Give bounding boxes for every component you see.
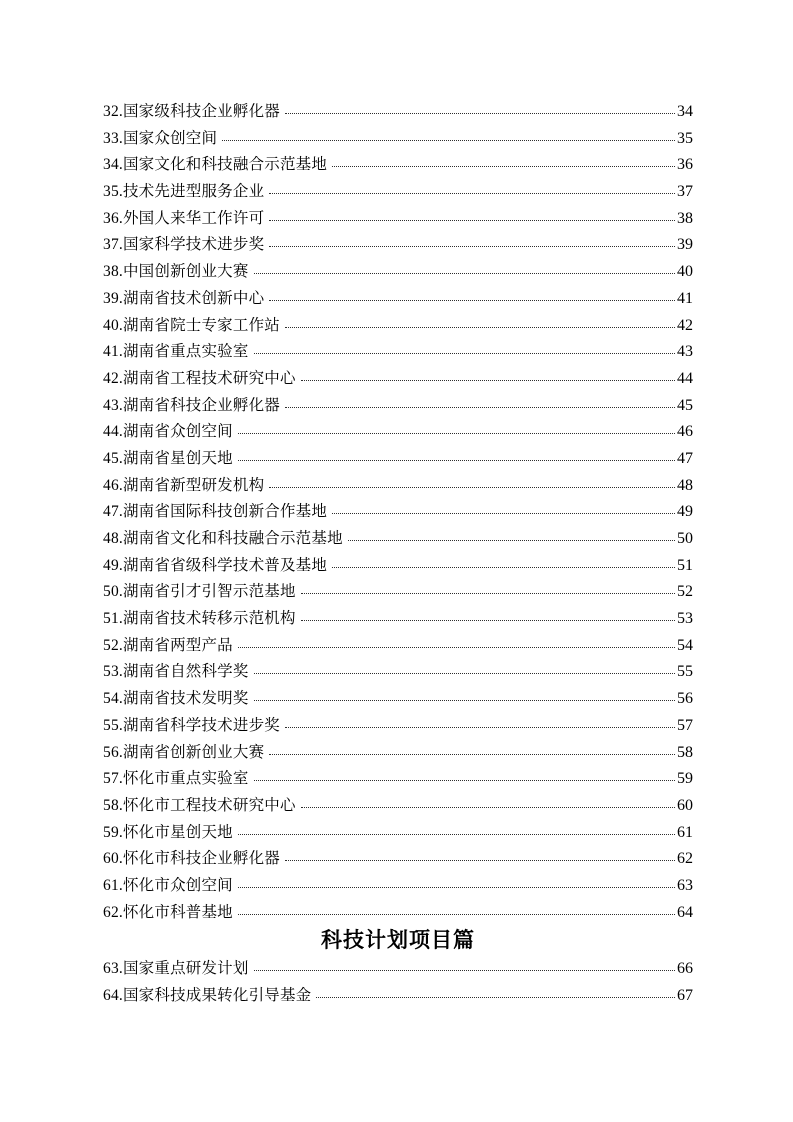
toc-entry-page: 59 (677, 770, 693, 788)
toc-entry (103, 793, 693, 820)
toc-entry-page: 52 (677, 583, 693, 601)
toc-entry-label: 34.国家文化和科技融合示范基地 (103, 156, 328, 174)
toc-entry-label: 58.怀化市工程技术研究中心 (103, 796, 296, 814)
dot-leader (301, 620, 675, 621)
toc-entry (103, 366, 693, 393)
toc-entry-page: 40 (677, 263, 693, 281)
dot-leader (285, 407, 675, 408)
toc-entry (103, 579, 693, 606)
toc-entry-page: 35 (677, 129, 693, 147)
dot-leader (238, 433, 675, 434)
dot-leader (348, 540, 675, 541)
toc-entry-label: 61.怀化市众创空间 (103, 876, 233, 894)
dot-leader (301, 380, 675, 381)
toc-entry-label: 41.湖南省重点实验室 (103, 343, 249, 361)
toc-entry-page: 49 (677, 503, 693, 521)
toc-entry-label: 53.湖南省自然科学奖 (103, 663, 249, 681)
toc-entry (103, 232, 693, 259)
toc-entry-label: 48.湖南省文化和科技融合示范基地 (103, 530, 343, 547)
toc-entry-page: 54 (677, 636, 693, 654)
toc-entry-label: 46.湖南省新型研发机构 (103, 476, 265, 494)
toc-entry-label: 64.国家科技成果转化引导基金 (103, 987, 312, 1004)
dot-leader (269, 754, 675, 755)
toc-entry-label: 32.国家级科技企业孵化器 (103, 103, 280, 120)
dot-leader (254, 780, 675, 781)
toc-entry (103, 206, 693, 233)
toc-entry-label: 62.怀化市科普基地 (103, 903, 233, 921)
toc-entry (103, 286, 693, 313)
toc-entry (103, 473, 693, 500)
dot-leader (254, 353, 675, 354)
toc-entry (103, 820, 693, 847)
toc-entry-page: 61 (677, 823, 693, 841)
toc-entry-page: 45 (677, 396, 693, 414)
toc-entry (103, 339, 693, 366)
toc-entry (103, 553, 693, 580)
dot-leader (238, 647, 675, 648)
toc-entry-page: 66 (677, 960, 693, 978)
toc-entry (103, 956, 693, 983)
toc-entry-page: 34 (677, 103, 693, 120)
dot-leader (254, 273, 675, 274)
toc-entry-label: 55.湖南省科学技术进步奖 (103, 716, 280, 734)
toc-entry-label: 40.湖南省院士专家工作站 (103, 316, 280, 334)
toc-entry-label: 56.湖南省创新创业大赛 (103, 743, 265, 761)
toc-entry-page: 38 (677, 209, 693, 227)
toc-entry (103, 99, 693, 126)
toc-entry-label: 52.湖南省两型产品 (103, 636, 233, 654)
toc-entry-label: 57.怀化市重点实验室 (103, 770, 249, 788)
toc-entry-label: 36.外国人来华工作许可 (103, 209, 265, 227)
dot-leader (269, 193, 675, 194)
dot-leader (238, 887, 675, 888)
toc-entry-label: 50.湖南省引才引智示范基地 (103, 583, 296, 601)
toc-entry-label: 51.湖南省技术转移示范机构 (103, 610, 296, 628)
dot-leader (254, 700, 675, 701)
toc-entry-page: 57 (677, 716, 693, 734)
toc-entry-label: 37.国家科学技术进步奖 (103, 236, 265, 254)
toc-entry-label: 33.国家众创空间 (103, 129, 218, 147)
toc-entry (103, 259, 693, 286)
toc-entry-label: 49.湖南省省级科学技术普及基地 (103, 556, 328, 574)
dot-leader (285, 113, 675, 114)
dot-leader (222, 140, 675, 141)
dot-leader (285, 727, 675, 728)
toc-entry-page: 60 (677, 796, 693, 814)
dot-leader (301, 593, 675, 594)
toc-entry (103, 393, 693, 420)
toc-entry (103, 313, 693, 340)
toc-entry-page: 50 (677, 530, 693, 547)
toc-entry (103, 740, 693, 767)
dot-leader (332, 166, 675, 167)
toc-entry (103, 126, 693, 153)
toc-entry-page: 67 (677, 987, 693, 1004)
toc-entry-page: 58 (677, 743, 693, 761)
toc-entry-page: 47 (677, 449, 693, 467)
toc-entry-label: 59.怀化市星创天地 (103, 823, 233, 841)
toc-entry (103, 659, 693, 686)
toc-entry (103, 713, 693, 740)
dot-leader (285, 327, 675, 328)
toc-entry (103, 873, 693, 900)
dot-leader (254, 673, 675, 674)
toc-entry (103, 526, 693, 553)
toc-entry-page: 43 (677, 343, 693, 361)
toc-entry-page: 39 (677, 236, 693, 254)
toc-entry (103, 446, 693, 473)
toc-entry (103, 633, 693, 660)
toc-entry (103, 686, 693, 713)
dot-leader (238, 914, 675, 915)
toc-entry-label: 60.怀化市科技企业孵化器 (103, 850, 280, 868)
toc-entry (103, 152, 693, 179)
toc-entry-page: 64 (677, 903, 693, 921)
toc-entry-label: 45.湖南省星创天地 (103, 449, 233, 467)
toc-entry-label: 47.湖南省国际科技创新合作基地 (103, 503, 328, 521)
toc-entry (103, 983, 693, 1010)
toc-entry (103, 846, 693, 873)
toc-entry-page: 55 (677, 663, 693, 681)
toc-entry-label: 42.湖南省工程技术研究中心 (103, 369, 296, 387)
toc-entry-label: 43.湖南省科技企业孵化器 (103, 396, 280, 414)
toc-entry-page: 56 (677, 690, 693, 708)
toc-entry-label: 63.国家重点研发计划 (103, 960, 249, 978)
toc-entry-page: 53 (677, 610, 693, 628)
section-heading: 科技计划项目篇 (321, 929, 475, 953)
dot-leader (301, 807, 675, 808)
dot-leader (238, 460, 675, 461)
dot-leader (285, 860, 675, 861)
dot-leader (254, 970, 675, 971)
toc-entry-label: 54.湖南省技术发明奖 (103, 690, 249, 708)
dot-leader (316, 997, 675, 998)
toc-entry-page: 42 (677, 316, 693, 334)
toc-entry-page: 36 (677, 156, 693, 174)
toc-entry-label: 35.技术先进型服务企业 (103, 183, 265, 201)
toc-entry (103, 900, 693, 927)
dot-leader (332, 513, 675, 514)
toc-entry-label: 44.湖南省众创空间 (103, 423, 233, 441)
toc-entry-page: 37 (677, 183, 693, 201)
toc-entry (103, 179, 693, 206)
toc-entry-label: 39.湖南省技术创新中心 (103, 289, 265, 307)
toc-entry-page: 51 (677, 556, 693, 574)
dot-leader (238, 834, 675, 835)
dot-leader (269, 220, 675, 221)
toc-entry-page: 48 (677, 476, 693, 494)
dot-leader (269, 246, 675, 247)
dot-leader (332, 567, 675, 568)
toc-entry-page: 41 (677, 289, 693, 307)
toc-entry-label: 38.中国创新创业大赛 (103, 263, 249, 281)
toc-entry (103, 419, 693, 446)
toc-entry (103, 499, 693, 526)
toc-entry (103, 766, 693, 793)
dot-leader (269, 487, 675, 488)
dot-leader (269, 300, 675, 301)
toc-entry-page: 63 (677, 876, 693, 894)
toc-entry-page: 44 (677, 369, 693, 387)
toc-entry-page: 62 (677, 850, 693, 868)
toc-entry-page: 46 (677, 423, 693, 441)
toc-entry (103, 606, 693, 633)
